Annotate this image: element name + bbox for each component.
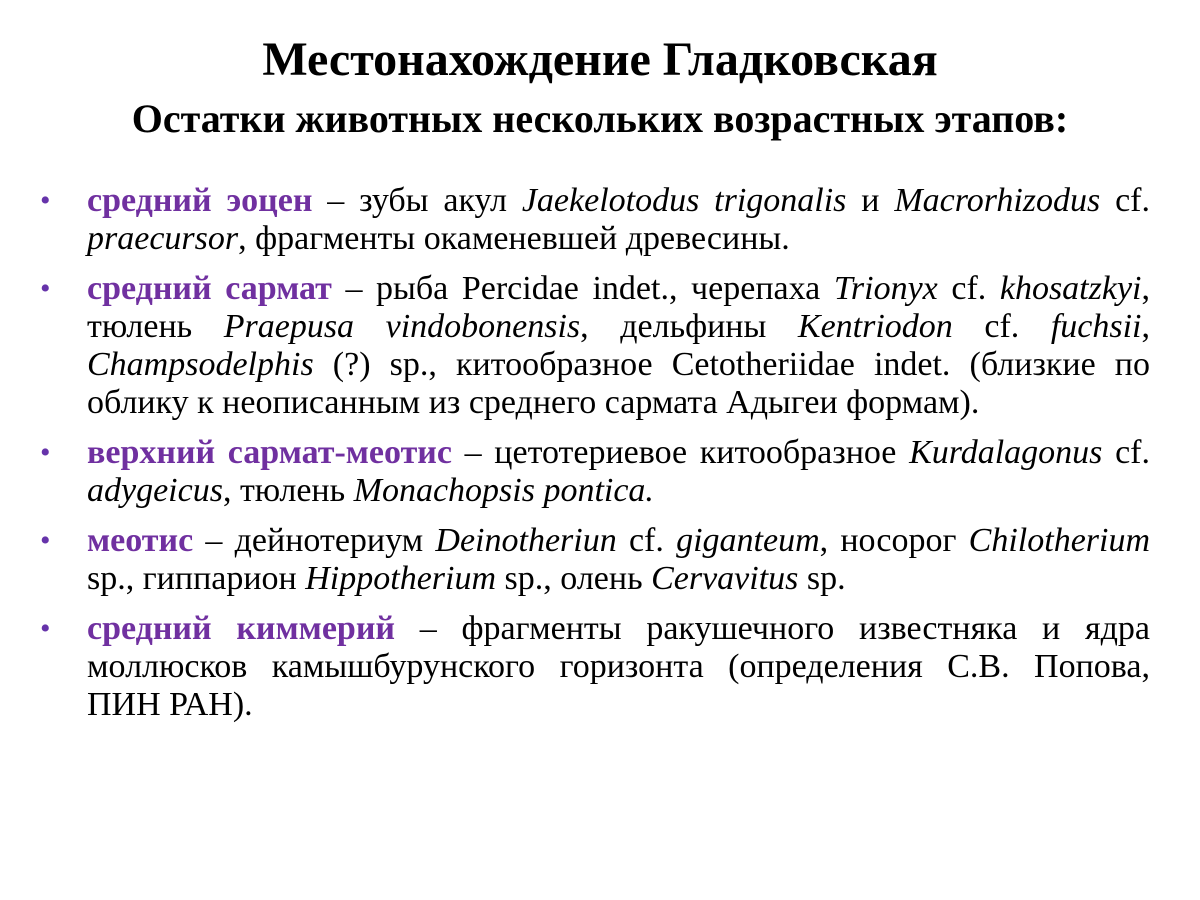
period-label: верхний сармат-меотис: [87, 434, 452, 471]
taxon-name: Macrorhizodus: [894, 182, 1101, 219]
taxon-name: Trionyx: [833, 270, 938, 307]
bullet-icon: •: [40, 272, 51, 305]
bullet-list: [40, 182, 1150, 736]
list-item-upper-sarmatian-maeotian: • верхний сармат-меотис – цетотериевое китообразное Kurdalagonus cf. adygeicus, тюлень Monachopsis pontica.: [40, 434, 1150, 509]
bullet-icon: •: [40, 612, 51, 645]
page-subtitle: Остатки животных нескольких возрастных этапов:: [131, 96, 1069, 141]
bullet-icon: •: [40, 436, 51, 469]
taxon-name: giganteum: [676, 522, 820, 559]
taxon-name: Chilotherium: [968, 522, 1151, 559]
taxon-name: Hippotherium: [305, 560, 497, 597]
bullet-icon: •: [40, 524, 51, 557]
taxon-name: Kentriodon: [797, 308, 953, 345]
page-title: Местонахождение Гладковская: [262, 33, 938, 86]
period-label: средний сармат: [87, 270, 332, 307]
period-label: средний киммерий: [87, 610, 396, 647]
list-item-middle-sarmatian: • средний сармат – рыба Percidae indet., черепаха Trionyx cf. khosatzkyi, тюлень Praepusa vindobonensis, дельфины Kentriodon cf. fuchsii, Champsodelphis (?) sp., китообразное Cetotheriidae indet. (близкие по облику к неописанным из среднего сармата Адыгеи формам).: [40, 270, 1151, 421]
period-label: средний эоцен: [87, 182, 313, 219]
taxon-name: fuchsii: [1050, 308, 1142, 345]
period-label: меотис: [87, 522, 194, 559]
taxon-name: Champsodelphis: [87, 346, 314, 383]
taxon-name: Monachopsis pontica.: [353, 472, 654, 509]
taxon-name: Deinotheriun: [435, 522, 617, 559]
taxon-name: Jaekelotodus trigonalis: [521, 182, 847, 219]
list-item-middle-kimmerian: • средний киммерий – фрагменты ракушечного известняка и ядра моллюсков камышбурунского горизонта (определения С.В. Попова, ПИН РАН).: [40, 610, 1150, 723]
list-item-middle-eocene: • средний эоцен – зубы акул Jaekelotodus trigonalis и Macrorhizodus cf. praecursor, фрагменты окаменевшей древесины.: [40, 182, 1150, 257]
taxon-name: Praepusa vindobonensis: [223, 308, 581, 345]
taxon-name: Cervavitus: [651, 560, 799, 597]
list-item-maeotian: • меотис – дейнотериум Deinotheriun cf. giganteum, носорог Chilotherium sp., гиппарион Hippotherium sp., олень Cervavitus sp.: [40, 522, 1151, 597]
taxon-name: Kurdalagonus: [909, 434, 1103, 471]
taxon-name: adygeicus: [87, 472, 223, 509]
bullet-icon: •: [40, 184, 51, 217]
taxon-name: praecursor: [87, 220, 239, 257]
taxon-name: khosatzkyi: [999, 270, 1142, 307]
